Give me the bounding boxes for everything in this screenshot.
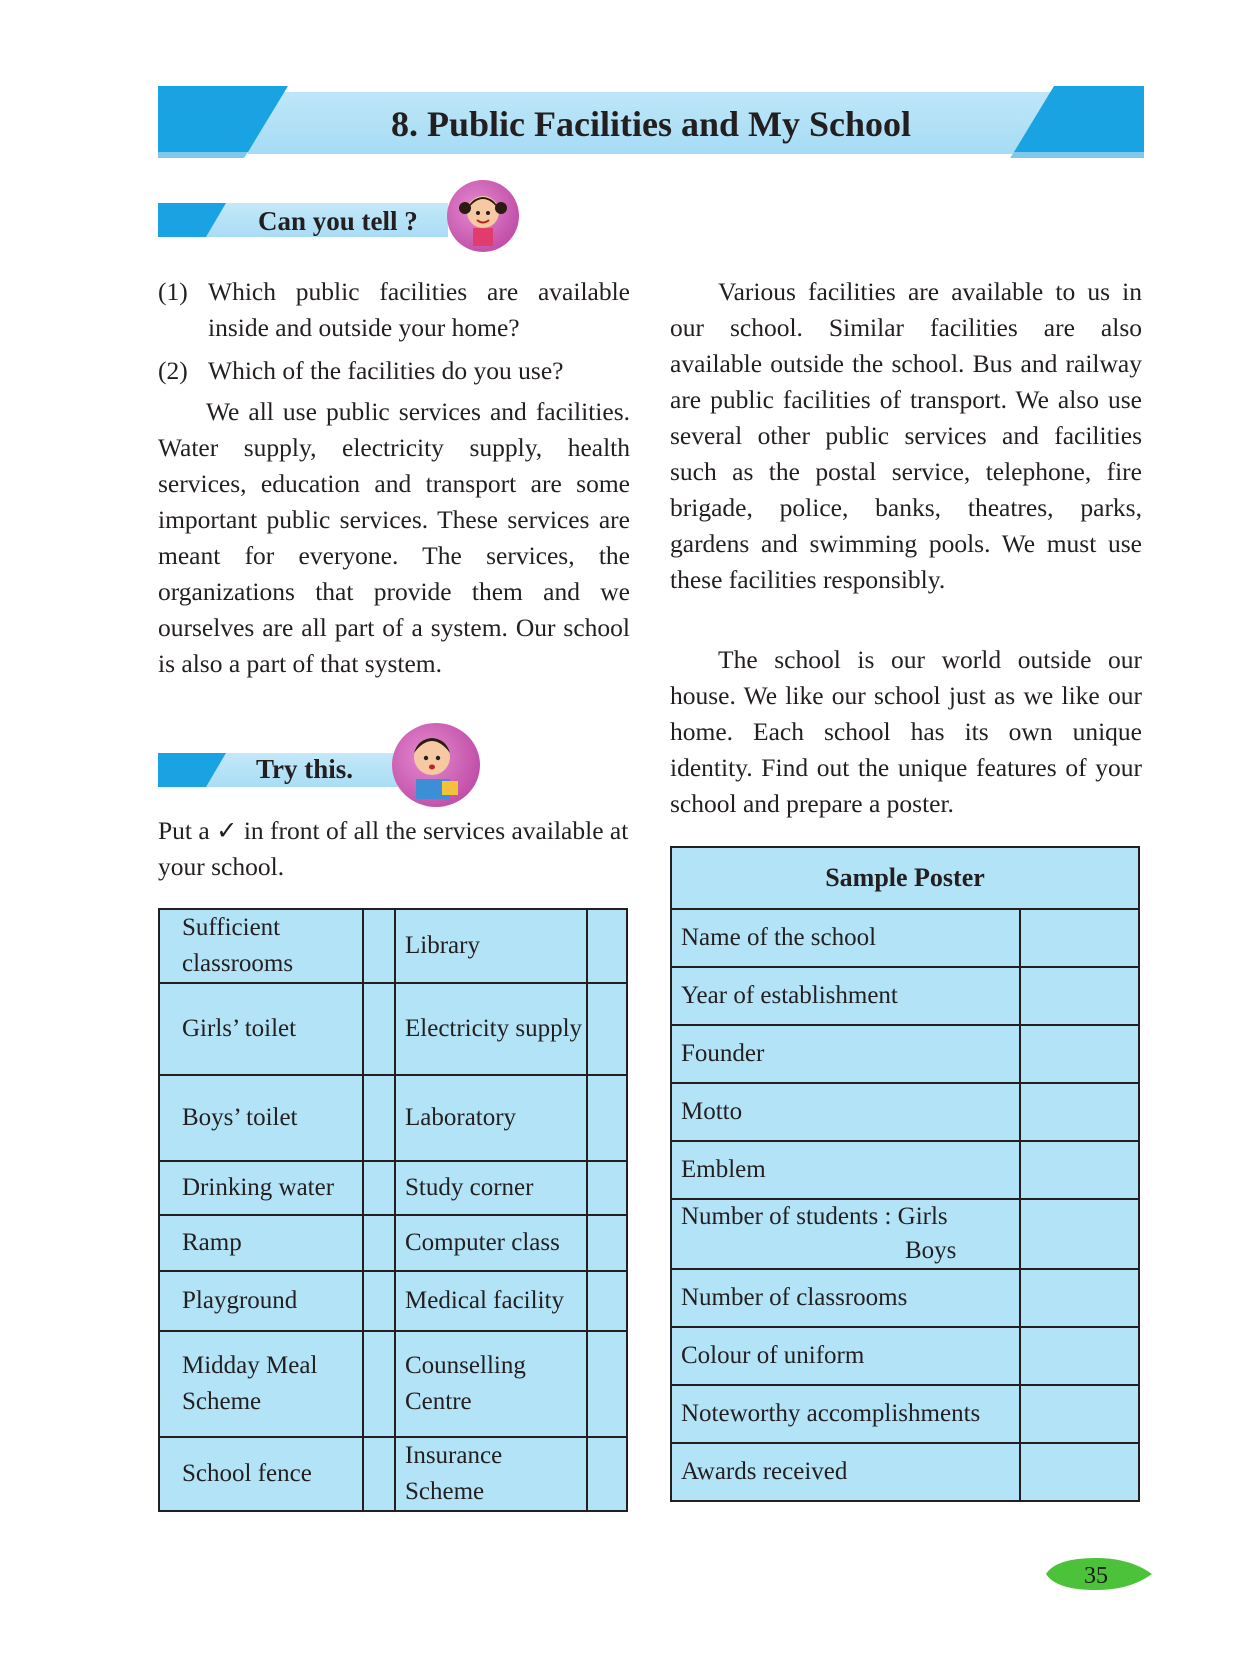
ribbon-left-shape <box>158 749 228 791</box>
poster-field-label <box>671 1443 1020 1501</box>
poster-row <box>671 1083 1139 1141</box>
question-2-text: Which of the facilities do you use? <box>208 356 564 385</box>
poster-field-text: Number of students : Girls <box>681 1203 948 1230</box>
poster-field-input[interactable] <box>1020 1025 1139 1083</box>
checkbox-cell[interactable] <box>587 1331 627 1437</box>
checkbox-cell[interactable] <box>587 983 627 1075</box>
checkbox-cell[interactable] <box>363 1331 395 1437</box>
page-number-leaf-icon <box>1046 1552 1152 1596</box>
services-row <box>159 1271 627 1331</box>
poster-heading: Sample Poster <box>671 847 1139 909</box>
poster-field-input[interactable] <box>1020 1141 1139 1199</box>
services-row <box>159 1161 627 1215</box>
services-row <box>159 1437 627 1511</box>
girl-avatar-icon <box>447 180 519 252</box>
poster-field-input[interactable] <box>1020 1199 1139 1269</box>
service-name-cell: Computer class <box>395 1215 587 1271</box>
services-row <box>159 1075 627 1161</box>
poster-row <box>671 967 1139 1025</box>
facilities-paragraph: Various facilities are available to us in our school. Similar facilities are also available outside the school. Bus and railway are public facilities of transport. We also use several other public services and facilities such as the postal service, telephone, fire brigade, police, banks, theatres, parks, gardens and swimming pools. We must use these facilities responsibly. <box>670 277 1142 594</box>
poster-row <box>671 1385 1139 1443</box>
question-2-number: (2) <box>158 356 188 385</box>
question-1-number: (1) <box>158 277 188 306</box>
poster-field-label <box>671 967 1020 1025</box>
poster-field-input[interactable] <box>1020 909 1139 967</box>
poster-field-input[interactable] <box>1020 1083 1139 1141</box>
service-name-cell: Counselling Centre <box>395 1331 587 1437</box>
poster-field-text: Founder <box>681 1040 765 1067</box>
checkbox-cell[interactable] <box>363 909 395 983</box>
service-name-cell: School fence <box>159 1437 363 1511</box>
poster-row <box>671 1269 1139 1327</box>
services-row <box>159 909 627 983</box>
checkbox-cell[interactable] <box>363 1215 395 1271</box>
ribbon-left-shape <box>158 199 228 241</box>
service-name-cell: Sufficient classrooms <box>159 909 363 983</box>
poster-field-label <box>671 1025 1020 1083</box>
poster-field-text: Year of establishment <box>681 982 898 1009</box>
poster-field-text: Noteworthy accomplishments <box>681 1400 981 1427</box>
poster-field-input[interactable] <box>1020 1327 1139 1385</box>
service-name-cell: Ramp <box>159 1215 363 1271</box>
checkbox-cell[interactable] <box>587 1437 627 1511</box>
try-this-label: Try this. <box>256 754 354 784</box>
services-checklist-table <box>158 908 628 1512</box>
services-row <box>159 1331 627 1437</box>
checkbox-cell[interactable] <box>363 1075 395 1161</box>
checkbox-cell[interactable] <box>363 1271 395 1331</box>
checkbox-cell[interactable] <box>587 1271 627 1331</box>
poster-row <box>671 1327 1139 1385</box>
poster-field-input[interactable] <box>1020 967 1139 1025</box>
services-row <box>159 1215 627 1271</box>
service-name-cell: Library <box>395 909 587 983</box>
poster-row <box>671 1025 1139 1083</box>
poster-field-label <box>671 1141 1020 1199</box>
poster-field-input[interactable] <box>1020 1269 1139 1327</box>
can-you-tell-ribbon <box>158 199 458 241</box>
poster-row <box>671 1141 1139 1199</box>
service-name-cell: Electricity supply <box>395 983 587 1075</box>
checkbox-cell[interactable] <box>363 1437 395 1511</box>
service-name-cell: Laboratory <box>395 1075 587 1161</box>
service-name-cell: Medical facility <box>395 1271 587 1331</box>
can-you-tell-label: Can you tell ? <box>258 206 418 236</box>
poster-field-label <box>671 1385 1020 1443</box>
checkbox-cell[interactable] <box>363 983 395 1075</box>
poster-field-text: Name of the school <box>681 924 877 951</box>
poster-field-text: Emblem <box>681 1156 766 1183</box>
poster-row <box>671 1443 1139 1501</box>
service-name-cell: Midday Meal Scheme <box>159 1331 363 1437</box>
page-number: 35 <box>1084 1563 1108 1589</box>
poster-field-label <box>671 1083 1020 1141</box>
boy-avatar-icon <box>392 723 480 807</box>
services-row <box>159 983 627 1075</box>
checkbox-cell[interactable] <box>587 1161 627 1215</box>
poster-field-text: Number of classrooms <box>681 1284 908 1311</box>
poster-field-label <box>671 1327 1020 1385</box>
page-title: 8. Public Facilities and My School <box>390 104 911 144</box>
service-name-cell: Girls’ toilet <box>159 983 363 1075</box>
poster-field-text: Motto <box>681 1098 743 1125</box>
service-name-cell: Boys’ toilet <box>159 1075 363 1161</box>
school-identity-paragraph: The school is our world outside our house. We like our school just as we like our home. Each school has its own unique identity. Find out the unique features of your school and prepare a poster. <box>670 645 1142 818</box>
checkbox-cell[interactable] <box>363 1161 395 1215</box>
service-name-cell: Study corner <box>395 1161 587 1215</box>
poster-field-input[interactable] <box>1020 1443 1139 1501</box>
try-this-instruction: Put a ✓ in front of all the services available at your school. <box>158 816 629 881</box>
poster-field-text: Colour of uniform <box>681 1342 865 1369</box>
service-name-cell: Playground <box>159 1271 363 1331</box>
poster-field-label <box>671 1199 1020 1269</box>
poster-field-label <box>671 909 1020 967</box>
poster-field-input[interactable] <box>1020 1385 1139 1443</box>
checkbox-cell[interactable] <box>587 909 627 983</box>
poster-row <box>671 1199 1139 1269</box>
service-name-cell: Insurance Scheme <box>395 1437 587 1511</box>
sample-poster-table <box>670 846 1140 1502</box>
service-name-cell: Drinking water <box>159 1161 363 1215</box>
checkbox-cell[interactable] <box>587 1215 627 1271</box>
boys-label: Boys <box>905 1237 957 1264</box>
checkbox-cell[interactable] <box>587 1075 627 1161</box>
poster-row <box>671 909 1139 967</box>
chapter-title-banner <box>158 86 1144 160</box>
intro-paragraph: We all use public services and facilities. Water supply, electricity supply, health services, education and transport are some important public services. These services are meant for everyone. The services, the organizations that provide them and we ourselves are all part of a system. Our school is also a part of that system. <box>158 397 630 678</box>
question-1-text: Which public facilities are available inside and outside your home? <box>208 277 630 342</box>
try-this-ribbon <box>158 749 408 791</box>
poster-field-label <box>671 1269 1020 1327</box>
poster-field-text: Awards received <box>681 1458 848 1485</box>
